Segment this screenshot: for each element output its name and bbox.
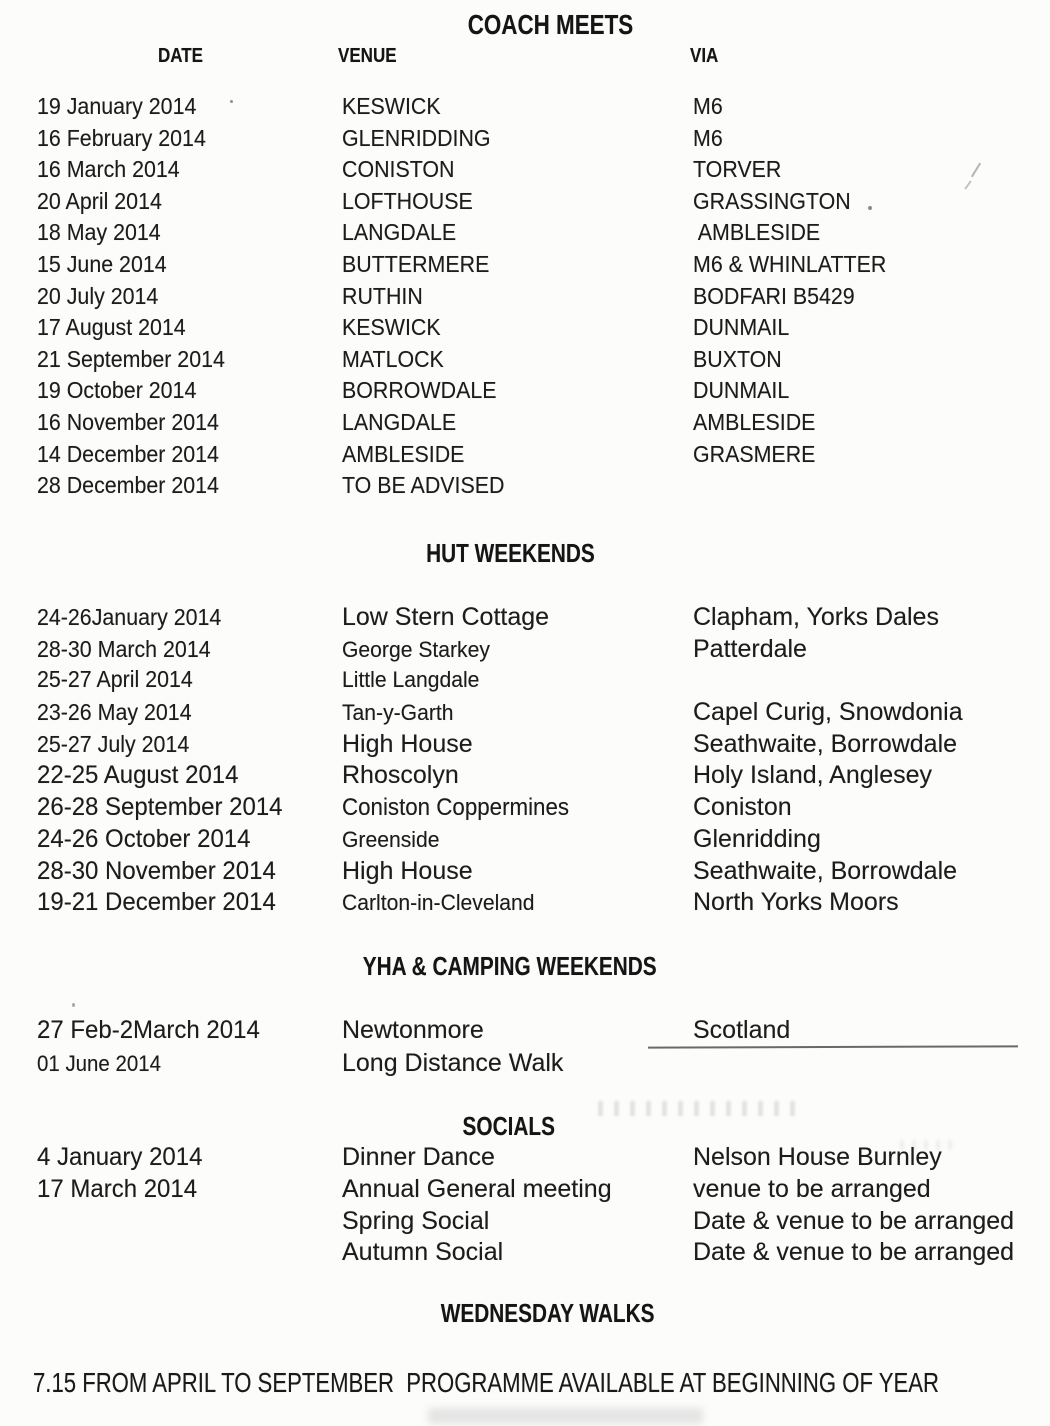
table-row (37, 377, 1040, 409)
date-cell: 19 October 2014 (37, 377, 197, 404)
date-cell: 26-28 September 2014 (37, 793, 283, 822)
date-cell: 16 March 2014 (37, 156, 180, 183)
venue-cell: Spring Social (342, 1206, 490, 1235)
date-cell: 20 July 2014 (37, 282, 159, 309)
socials-title (59, 1111, 959, 1142)
yha-camping-title (60, 951, 960, 982)
scan-smudge (428, 1408, 703, 1424)
date-cell: 25-27 July 2014 (37, 730, 190, 757)
venue-cell: Dinner Dance (342, 1143, 495, 1171)
date-cell: 24-26January 2014 (37, 604, 222, 630)
venue-cell: High House (342, 729, 473, 758)
via-cell: GRASMERE (693, 440, 816, 467)
venue-cell: Newtonmore (342, 1016, 484, 1044)
via-cell: DUNMAIL (693, 377, 790, 404)
date-cell: 17 August 2014 (37, 314, 186, 341)
via-cell: North Yorks Moors (693, 888, 899, 917)
table-row (37, 698, 1040, 730)
venue-cell: Greenside (342, 826, 440, 852)
coach-meets-title (100, 9, 1000, 41)
via-cell: TORVER (693, 156, 782, 183)
venue-cell: LANGDALE (342, 408, 457, 435)
venue-cell: Annual General meeting (342, 1174, 612, 1203)
via-cell: M6 & WHINLATTER (693, 250, 887, 277)
date-cell: 28-30 November 2014 (37, 856, 276, 885)
date-cell: 19 January 2014 (37, 93, 197, 119)
coach-meets-title-text: COACH MEETS (467, 9, 633, 40)
venue-cell: KESWICK (342, 93, 441, 119)
via-cell: Patterdale (693, 634, 807, 663)
date-cell: 21 September 2014 (37, 345, 225, 372)
venue-cell: Long Distance Walk (342, 1048, 564, 1077)
via-cell: GRASSINGTON (693, 187, 851, 214)
table-row (37, 793, 1040, 825)
scan-smudge (900, 1140, 960, 1150)
date-cell: 20 April 2014 (37, 187, 162, 214)
yha-camping-table (37, 1016, 1040, 1081)
hut-weekends-title-text: HUT WEEKENDS (425, 538, 595, 568)
via-cell: BUXTON (693, 345, 782, 372)
date-cell: 16 February 2014 (37, 124, 206, 151)
column-header-date: DATE (158, 45, 204, 67)
date-cell: 4 January 2014 (37, 1143, 203, 1171)
table-row (37, 603, 1040, 635)
via-cell: Glenridding (693, 824, 821, 853)
via-cell: Seathwaite, Borrowdale (693, 729, 958, 758)
via-cell: Date & venue to be arranged (693, 1206, 1015, 1235)
date-cell: 22-25 August 2014 (37, 761, 239, 790)
date-cell: 23-26 May 2014 (37, 699, 192, 726)
via-cell: Date & venue to be arranged (693, 1238, 1015, 1267)
via-cell: M6 (693, 93, 723, 119)
venue-cell: RUTHIN (342, 282, 423, 309)
column-header-venue: VENUE (338, 45, 397, 67)
table-row (37, 1049, 1040, 1082)
column-header-via: VIA (690, 45, 719, 67)
date-cell: 27 Feb-2March 2014 (37, 1016, 260, 1044)
date-cell: 25-27 April 2014 (37, 666, 193, 693)
venue-cell: LOFTHOUSE (342, 187, 473, 214)
hut-weekends-table (37, 603, 1040, 920)
venue-cell: CONISTON (342, 156, 455, 183)
via-cell: Holy Island, Anglesey (693, 761, 933, 790)
via-cell: Coniston (693, 793, 792, 822)
date-cell: 16 November 2014 (37, 408, 219, 435)
date-cell: 19-21 December 2014 (37, 888, 276, 917)
date-cell: 14 December 2014 (37, 440, 219, 467)
date-cell: 15 June 2014 (37, 250, 167, 277)
via-cell: Clapham, Yorks Dales (693, 603, 939, 631)
via-cell: AMBLESIDE (693, 408, 816, 435)
venue-cell: AMBLESIDE (342, 440, 465, 467)
table-row (37, 1143, 1040, 1175)
via-cell: venue to be arranged (693, 1174, 931, 1203)
table-row (37, 156, 1040, 188)
table-row (37, 441, 1040, 473)
venue-cell: BUTTERMERE (342, 250, 490, 277)
table-row (37, 1207, 1040, 1239)
scan-smudge (598, 1101, 803, 1116)
table-row (37, 125, 1040, 157)
date-cell: 28 December 2014 (37, 472, 219, 499)
scan-speck (230, 100, 233, 103)
table-row (37, 346, 1040, 378)
table-row (37, 1238, 1040, 1270)
via-cell: Nelson House Burnley (693, 1143, 942, 1171)
table-row (37, 251, 1040, 283)
venue-cell: Carlton-in-Cleveland (342, 890, 535, 916)
via-cell: Scotland (693, 1016, 791, 1044)
table-row (37, 730, 1040, 762)
table-row (37, 472, 1040, 504)
venue-cell: Low Stern Cottage (342, 603, 550, 631)
table-row (37, 888, 1040, 920)
via-cell: M6 (693, 124, 723, 151)
table-row (37, 1175, 1040, 1207)
venue-cell: Little Langdale (342, 667, 480, 693)
venue-cell: GLENRIDDING (342, 124, 491, 151)
scan-speck (868, 206, 872, 210)
wednesday-walks-title-text: WEDNESDAY WALKS (441, 1298, 655, 1328)
wednesday-walks-note: 7.15 FROM APRIL TO SEPTEMBER PROGRAMME AVAILABLE AT BEGINNING OF YEAR (33, 1367, 939, 1398)
socials-title-text: SOCIALS (462, 1111, 556, 1141)
venue-cell: BORROWDALE (342, 377, 497, 404)
venue-cell: George Starkey (342, 636, 490, 662)
venue-cell: TO BE ADVISED (342, 472, 505, 499)
wednesday-walks-title (98, 1298, 998, 1329)
yha-camping-title-text: YHA & CAMPING WEEKENDS (363, 951, 657, 981)
venue-cell: Rhoscolyn (342, 761, 459, 790)
via-cell: DUNMAIL (693, 314, 790, 341)
table-row (37, 283, 1040, 315)
date-cell: 01 June 2014 (37, 1050, 162, 1076)
socials-table (37, 1143, 1040, 1270)
table-row (37, 825, 1040, 857)
via-cell: Capel Curig, Snowdonia (693, 698, 963, 727)
venue-cell: Tan-y-Garth (342, 700, 454, 726)
date-cell: 28-30 March 2014 (37, 635, 211, 662)
venue-cell: Coniston Coppermines (342, 794, 570, 822)
venue-cell: MATLOCK (342, 345, 444, 372)
table-row (37, 1016, 1040, 1049)
coach-meets-table (37, 93, 1040, 504)
venue-cell: High House (342, 856, 473, 885)
hut-weekends-title (60, 538, 960, 569)
date-cell: 17 March 2014 (37, 1174, 198, 1203)
table-row (37, 857, 1040, 889)
date-cell: 18 May 2014 (37, 219, 161, 246)
via-cell: BODFARI B5429 (693, 282, 855, 309)
venue-cell: Autumn Social (342, 1238, 504, 1267)
table-row (37, 666, 1040, 698)
scan-speck (72, 1003, 75, 1007)
via-cell: AMBLESIDE (693, 219, 821, 246)
via-cell: Seathwaite, Borrowdale (693, 856, 958, 885)
table-row (37, 219, 1040, 251)
table-row (37, 409, 1040, 441)
table-row (37, 188, 1040, 220)
table-row (37, 314, 1040, 346)
venue-cell: LANGDALE (342, 219, 457, 246)
table-row (37, 93, 1040, 125)
table-row (37, 635, 1040, 667)
venue-cell: KESWICK (342, 314, 441, 341)
date-cell: 24-26 October 2014 (37, 824, 251, 853)
table-row (37, 761, 1040, 793)
